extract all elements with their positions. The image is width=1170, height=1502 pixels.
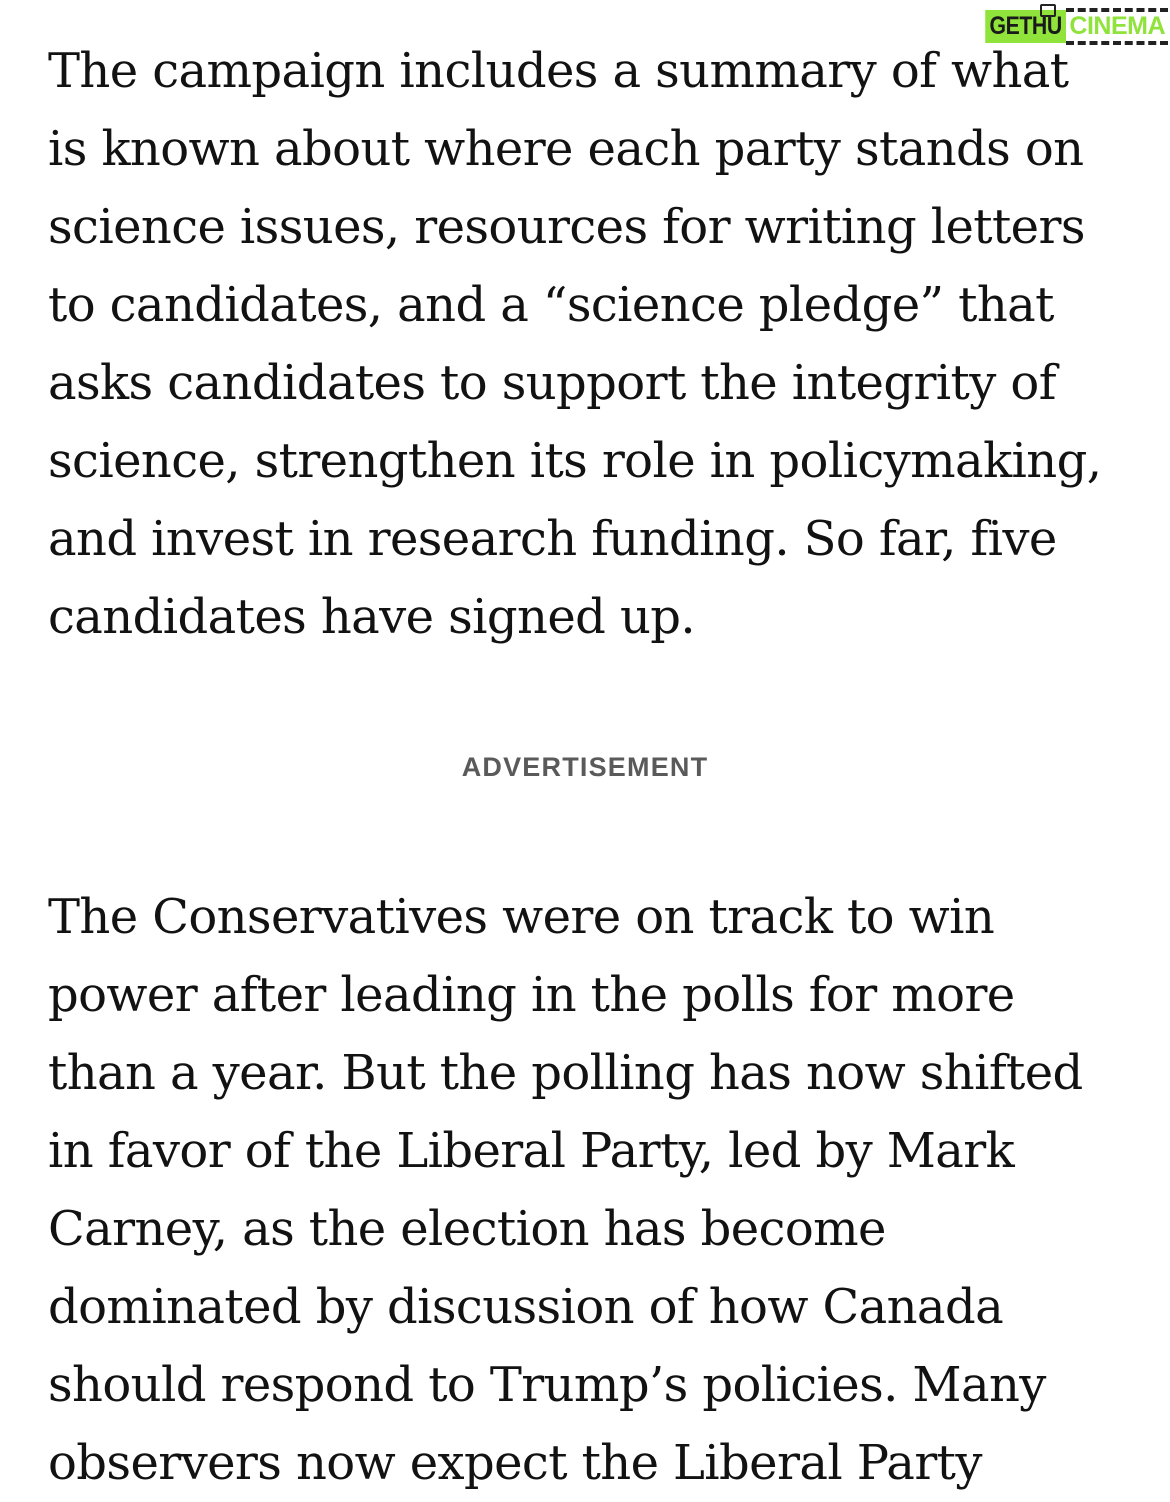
paragraph-line: asks candidates to support the integrity of xyxy=(48,355,1056,411)
camera-icon xyxy=(1040,4,1056,17)
paragraph-line: candidates have signed up. xyxy=(48,589,696,645)
paragraph-line: science, strengthen its role in policymaking, xyxy=(48,433,1102,489)
paragraph-line: observers now expect the Liberal Party xyxy=(48,1435,982,1491)
paragraph-line: power after leading in the polls for more xyxy=(48,967,1015,1023)
paragraph-line: in favor of the Liberal Party, led by Mark xyxy=(48,1123,1015,1179)
paragraph-line: than a year. But the polling has now shifted xyxy=(48,1045,1083,1101)
paragraph-line: and invest in research funding. So far, five xyxy=(48,511,1057,567)
paragraph-line: The campaign includes a summary of what xyxy=(48,43,1069,99)
paragraph-line: should respond to Trump’s policies. Many xyxy=(48,1357,1046,1413)
article-paragraph-2 xyxy=(48,878,1138,1502)
paragraph-line: dominated by discussion of how Canada xyxy=(48,1279,1004,1335)
paragraph-line: Carney, as the election has become xyxy=(48,1201,886,1257)
watermark-gethu: GETHU xyxy=(986,10,1067,43)
watermark-cinema-text: CINEMA xyxy=(1069,11,1165,40)
paragraph-line: The Conservatives were on track to win xyxy=(48,889,995,945)
paragraph-line: science issues, resources for writing letters xyxy=(48,199,1085,255)
paragraph-line: to candidates, and a “science pledge” that xyxy=(48,277,1054,333)
advertisement-label: ADVERTISEMENT xyxy=(461,752,709,782)
paragraph-line: is known about where each party stands on xyxy=(48,121,1084,177)
article-paragraph-1 xyxy=(48,32,1138,656)
